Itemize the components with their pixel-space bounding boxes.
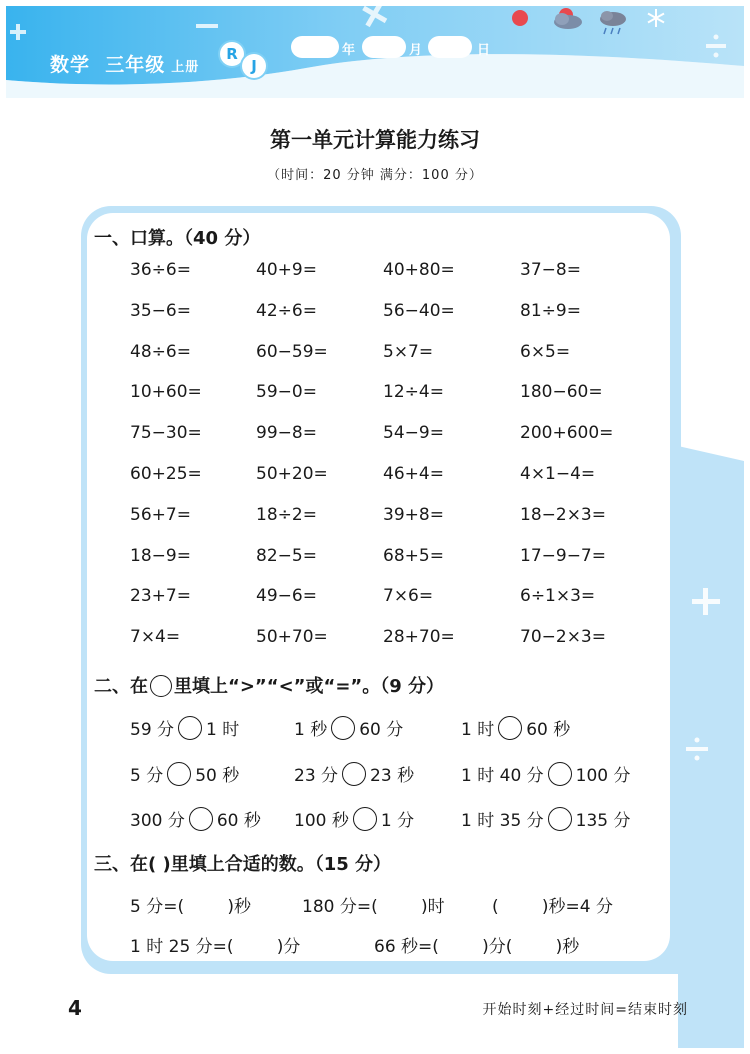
calc-problem[interactable]: 12÷4= — [383, 382, 444, 403]
compare-right: 50 秒 — [195, 765, 240, 786]
calc-problem[interactable]: 17−9−7= — [520, 545, 606, 566]
compare-left: 1 时 40 分 — [461, 765, 544, 786]
calc-problem[interactable]: 23+7= — [130, 586, 191, 607]
compare-right: 135 分 — [575, 811, 631, 831]
compare-answer-circle[interactable] — [353, 807, 377, 831]
page-title: 第一单元计算能力练习 — [270, 128, 480, 152]
compare-left: 1 时 35 分 — [461, 811, 544, 831]
worksheet-page — [6, 6, 744, 1048]
compare-answer-circle[interactable] — [548, 807, 572, 831]
compare-left: 59 分 — [130, 720, 175, 740]
day-label: 日 — [477, 43, 491, 58]
calc-problem[interactable]: 75−30= — [130, 423, 202, 444]
edition-badge-j: J — [242, 54, 266, 78]
compare-left: 1 时 — [461, 720, 495, 740]
section-compare-title: 二、在 里填上“>”“<”或“=”。（9 分） — [94, 676, 445, 697]
calc-problem[interactable]: 48÷6= — [130, 341, 191, 362]
calc-problem[interactable]: 18÷2= — [256, 504, 317, 525]
compare-answer-circle[interactable] — [178, 716, 202, 740]
compare-answer-circle[interactable] — [498, 716, 522, 740]
compare-item — [294, 761, 414, 786]
compare-answer-circle[interactable] — [189, 807, 213, 831]
month-label: 月 — [409, 43, 423, 58]
compare-right: 23 秒 — [370, 765, 415, 786]
calc-problem[interactable]: 60−59= — [256, 341, 328, 362]
calc-problem[interactable]: 18−2×3= — [520, 504, 606, 525]
compare-item — [294, 806, 414, 831]
compare-item — [461, 715, 570, 740]
calc-problem[interactable]: 42÷6= — [256, 300, 317, 321]
calc-problem[interactable]: 180−60= — [520, 382, 603, 403]
calc-problem[interactable]: 54−9= — [383, 423, 444, 444]
year-label: 年 — [342, 43, 356, 58]
compare-item — [461, 806, 631, 831]
compare-left: 1 秒 — [294, 720, 328, 740]
fill-blank-item[interactable]: 5 分=( )秒 — [130, 897, 251, 917]
calc-problem[interactable]: 46+4= — [383, 464, 444, 484]
compare-right: 60 秒 — [216, 811, 261, 831]
calc-problem[interactable]: 49−6= — [256, 586, 317, 607]
fill-blank-item[interactable]: ( )秒=4 分 — [492, 897, 613, 917]
compare-item — [130, 715, 239, 740]
calc-problem[interactable]: 200+600= — [520, 423, 614, 444]
calc-problem[interactable]: 40+80= — [383, 260, 455, 280]
calc-problem[interactable]: 37−8= — [520, 260, 581, 280]
calc-problem[interactable]: 60+25= — [130, 464, 202, 484]
calc-problem[interactable]: 39+8= — [383, 504, 444, 525]
compare-right: 1 时 — [206, 720, 240, 740]
compare-right: 60 分 — [359, 720, 404, 740]
calc-problem[interactable]: 6÷1×3= — [520, 586, 596, 607]
compare-right: 1 分 — [380, 811, 415, 831]
calc-problem[interactable]: 10+60= — [130, 382, 202, 403]
calc-problem[interactable]: 36÷6= — [130, 260, 191, 280]
compare-item — [294, 715, 403, 740]
calc-problem[interactable]: 59−0= — [256, 382, 317, 403]
calc-problem[interactable]: 7×4= — [130, 627, 181, 648]
compare-item — [461, 761, 631, 786]
subject-label: 数学 三年级 上册 — [50, 54, 200, 76]
section-fill-title: 三、在( )里填上合适的数。（15 分） — [94, 854, 392, 875]
calc-problem[interactable]: 40+9= — [256, 260, 317, 280]
compare-right: 100 分 — [575, 765, 631, 786]
compare-left: 23 分 — [294, 765, 339, 786]
calc-problem[interactable]: 82−5= — [256, 545, 317, 566]
compare-answer-circle[interactable] — [167, 762, 191, 786]
compare-left: 100 秒 — [294, 811, 349, 831]
compare-item — [130, 806, 261, 831]
compare-left: 300 分 — [130, 811, 185, 831]
edition-badge-r: R — [220, 42, 244, 66]
compare-answer-circle[interactable] — [342, 762, 366, 786]
fill-blank-item[interactable]: 1 时 25 分=( )分 — [130, 937, 301, 957]
time-score-info: （时间：20 分钟 满分：100 分） — [267, 168, 483, 183]
calc-problem[interactable]: 18−9= — [130, 545, 191, 566]
calc-problem[interactable]: 81÷9= — [520, 300, 581, 321]
compare-right: 60 秒 — [526, 720, 571, 740]
calc-problem[interactable]: 50+70= — [256, 627, 328, 648]
footer-formula: 开始时刻+经过时间=结束时刻 — [482, 1002, 688, 1018]
calc-problem[interactable]: 28+70= — [383, 627, 455, 648]
calc-problem[interactable]: 4×1−4= — [520, 464, 596, 484]
calc-problem[interactable]: 35−6= — [130, 300, 191, 321]
compare-answer-circle[interactable] — [331, 716, 355, 740]
fill-blank-item[interactable]: 66 秒=( )分( )秒 — [374, 937, 580, 957]
calc-problem[interactable]: 6×5= — [520, 341, 571, 362]
fill-blank-item[interactable]: 180 分=( )时 — [302, 897, 445, 917]
compare-left: 5 分 — [130, 765, 164, 786]
calc-problem[interactable]: 68+5= — [383, 545, 444, 566]
compare-answer-circle[interactable] — [548, 762, 572, 786]
calc-problem[interactable]: 7×6= — [383, 586, 434, 607]
calc-problem[interactable]: 5×7= — [383, 341, 434, 362]
calc-problem[interactable]: 50+20= — [256, 464, 328, 484]
compare-item — [130, 761, 239, 786]
calc-problem[interactable]: 56+7= — [130, 504, 191, 525]
calc-problem[interactable]: 99−8= — [256, 423, 317, 444]
calc-problem[interactable]: 56−40= — [383, 300, 455, 321]
page-number: 4 — [68, 996, 82, 1020]
section-oral-calc-title: 一、口算。（40 分） — [94, 228, 261, 249]
calc-problem[interactable]: 70−2×3= — [520, 627, 606, 648]
circle-symbol — [150, 675, 172, 697]
